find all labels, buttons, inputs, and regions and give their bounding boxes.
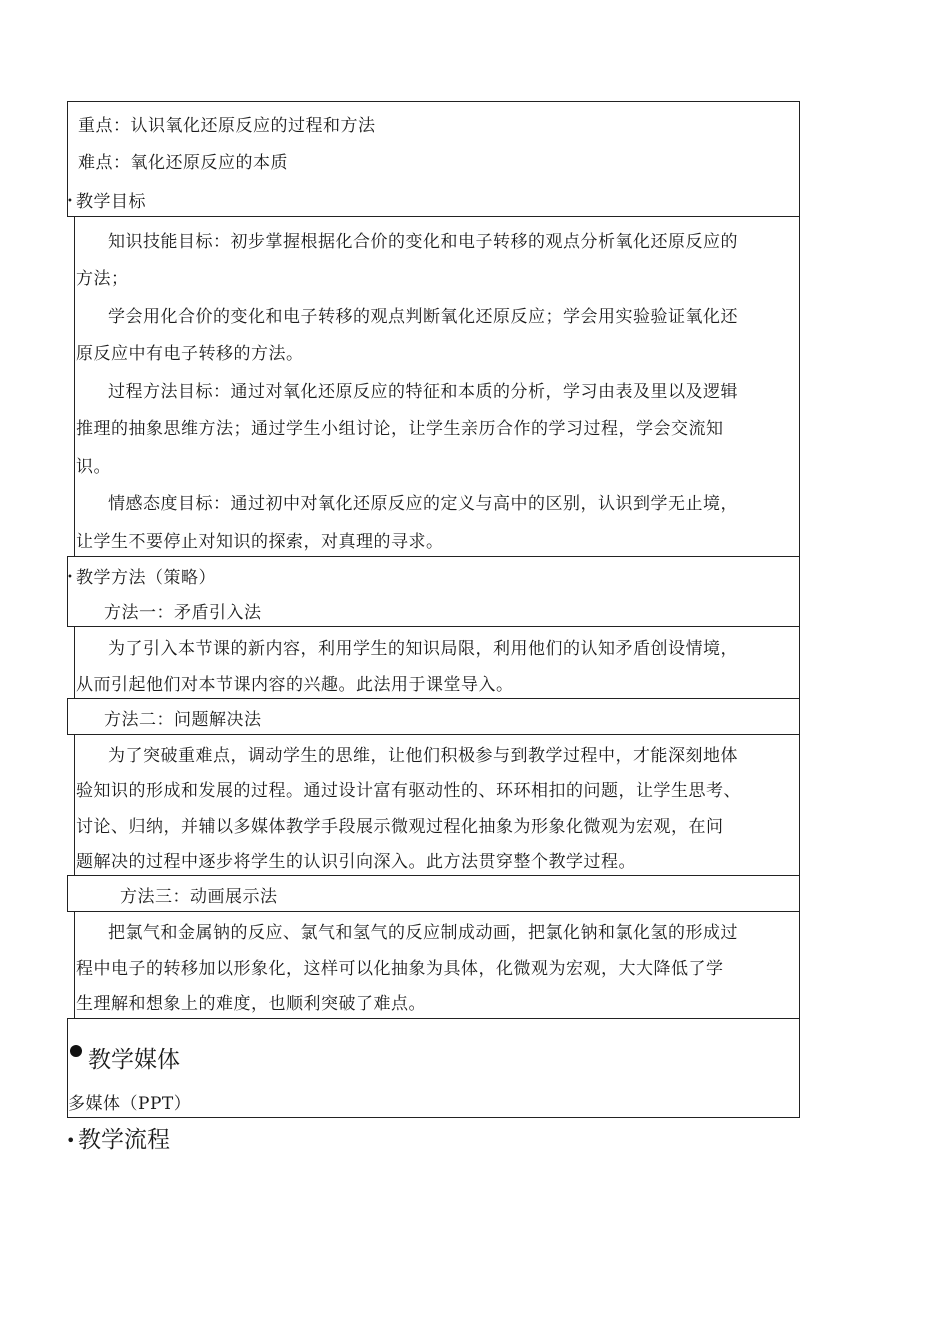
bullet-icon: [70, 1045, 82, 1057]
method1-line: 从而引起他们对本节课内容的兴趣。此法用于课堂导入。: [76, 675, 514, 695]
method1-line: 为了引入本节课的新内容，利用学生的知识局限，利用他们的认知矛盾创设情境，: [108, 639, 738, 659]
difficult-point-text: 难点：氧化还原反应的本质: [78, 153, 288, 173]
objective-line: 方法；: [76, 269, 129, 289]
method1-title: 方法一：矛盾引入法: [104, 603, 262, 623]
method3-title: 方法三：动画展示法: [120, 887, 278, 907]
method3-line: 把氯气和金属钠的反应、氯气和氢气的反应制成动画，把氯化钠和氯化氢的形成过: [108, 923, 738, 943]
method2-line: 讨论、归纳，并辅以多媒体教学手段展示微观过程化抽象为形象化微观为宏观，在问: [76, 817, 724, 837]
objective-line: 学会用化合价的变化和电子转移的观点判断氧化还原反应；学会用实验验证氧化还: [108, 307, 738, 327]
objective-line: 过程方法目标：通过对氧化还原反应的特征和本质的分析，学习由表及里以及逻辑: [108, 382, 738, 402]
bullet-icon: •: [67, 196, 73, 207]
method2-title: 方法二：问题解决法: [104, 710, 262, 730]
objective-line: 情感态度目标：通过初中对氧化还原反应的定义与高中的区别，认识到学无止境，: [108, 494, 738, 514]
media-content: 多媒体（PPT）: [68, 1094, 192, 1114]
key-point-text: 重点：认识氧化还原反应的过程和方法: [78, 116, 376, 136]
bullet-icon: •: [66, 1131, 76, 1150]
bullet-icon: •: [67, 572, 73, 583]
objective-line: 让学生不要停止对知识的探索，对真理的寻求。: [76, 532, 444, 552]
objective-line: 知识技能目标：初步掌握根据化合价的变化和电子转移的观点分析氧化还原反应的: [108, 232, 738, 252]
methods-heading: 教学方法（策略）: [76, 568, 216, 588]
objectives-heading: 教学目标: [76, 192, 146, 212]
objective-line: 推理的抽象思维方法；通过学生小组讨论，让学生亲历合作的学习过程，学会交流知: [76, 419, 724, 439]
method2-line: 题解决的过程中逐步将学生的认识引向深入。此方法贯穿整个教学过程。: [76, 852, 636, 872]
method2-line: 验知识的形成和发展的过程。通过设计富有驱动性的、环环相扣的问题，让学生思考、: [76, 781, 741, 801]
flow-heading: 教学流程: [78, 1127, 170, 1153]
method3-line: 生理解和想象上的难度，也顺利突破了难点。: [76, 994, 426, 1014]
objective-line: 识。: [76, 457, 111, 477]
method3-line: 程中电子的转移加以形象化，这样可以化抽象为具体，化微观为宏观，大大降低了学: [76, 959, 724, 979]
media-heading: 教学媒体: [88, 1047, 180, 1073]
method2-line: 为了突破重难点，调动学生的思维，让他们积极参与到教学过程中，才能深刻地体: [108, 746, 738, 766]
objective-line: 原反应中有电子转移的方法。: [76, 344, 304, 364]
